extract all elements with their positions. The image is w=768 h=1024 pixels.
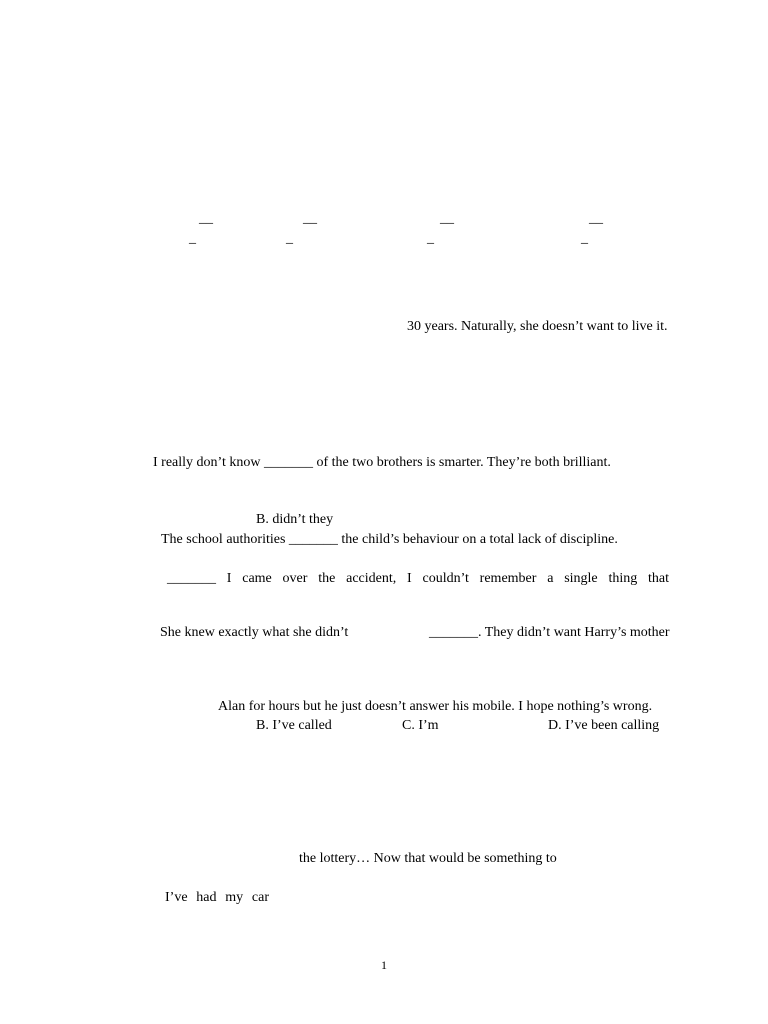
sentence-know: I really don’t know _______ of the two brothers is smarter. They’re both brilliant. <box>153 455 611 470</box>
blank-mark: _ <box>581 231 588 246</box>
word: car <box>251 890 269 905</box>
word: _______ <box>167 571 216 586</box>
page-number: 1 <box>381 958 387 972</box>
blank-mark: __ <box>440 211 454 226</box>
blank-mark: _ <box>427 231 434 246</box>
word: I <box>226 571 232 586</box>
blank-mark: _ <box>286 231 293 246</box>
blank-mark: _ <box>189 231 196 246</box>
option-b-called: B. I’ve called <box>256 718 332 733</box>
word: that <box>648 571 669 586</box>
word: thing <box>608 571 638 586</box>
sentence-authorities: The school authorities _______ the child’s behaviour on a total lack of discipline. <box>161 532 618 547</box>
sentence-blank-harry: _______. They didn’t want Harry’s mother <box>429 625 670 640</box>
word: single <box>564 571 598 586</box>
word: the <box>318 571 336 586</box>
word: a <box>547 571 554 586</box>
option-c-im: C. I’m <box>402 718 439 733</box>
sentence-car <box>165 889 269 907</box>
sentence-knew-exactly: She knew exactly what she didn’t <box>160 625 349 640</box>
word: remember <box>479 571 537 586</box>
word: my <box>225 890 244 905</box>
word: I <box>407 571 412 586</box>
blank-mark: __ <box>589 211 603 226</box>
option-d-calling: D. I’ve been calling <box>548 718 660 733</box>
sentence-alan: Alan for hours but he just doesn’t answer his mobile. I hope nothing’s wrong. <box>218 699 653 714</box>
word: had <box>196 890 217 905</box>
word: came <box>242 571 272 586</box>
option-didnt-they: B. didn’t they <box>256 512 334 527</box>
sentence-years: 30 years. Naturally, she doesn’t want to live it. <box>407 319 668 334</box>
sentence-came-over <box>167 570 669 588</box>
word: over <box>282 571 308 586</box>
word: accident, <box>346 571 397 586</box>
word: I’ve <box>165 890 188 905</box>
word: couldn’t <box>422 571 469 586</box>
blank-mark: __ <box>199 211 213 226</box>
blank-mark: __ <box>303 211 317 226</box>
sentence-lottery: the lottery… Now that would be something to <box>299 851 557 866</box>
